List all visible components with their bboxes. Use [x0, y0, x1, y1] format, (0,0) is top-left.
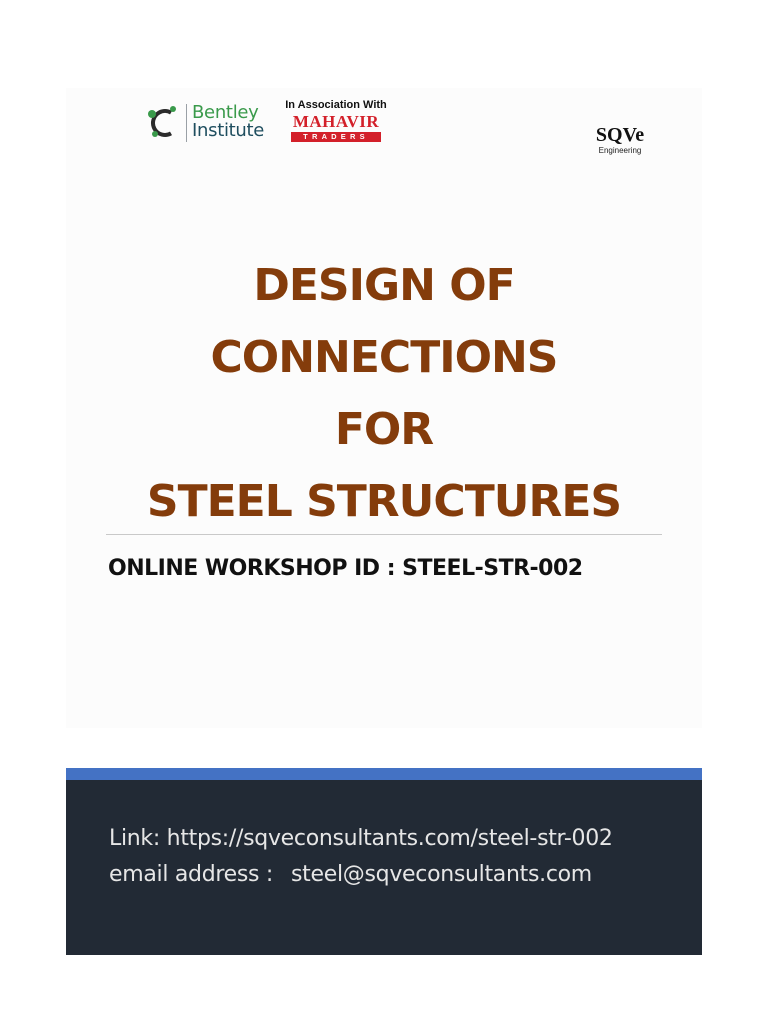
- logo-divider: [186, 104, 187, 142]
- workshop-id: ONLINE WORKSHOP ID : STEEL-STR-002: [108, 556, 583, 581]
- document-title: [66, 250, 702, 538]
- association-caption: In Association With: [285, 99, 387, 111]
- sqve-engineering-logo: [585, 124, 655, 155]
- link-label: Link:: [109, 826, 160, 851]
- bentley-nodes-icon: [145, 104, 181, 142]
- bentley-wordmark: Bentley: [192, 102, 259, 123]
- email-address[interactable]: steel@sqveconsultants.com: [291, 862, 592, 887]
- footer-band: [66, 780, 702, 955]
- footer-accent-bar: [66, 768, 702, 780]
- title-line: FOR: [334, 404, 434, 455]
- email-line: [109, 862, 592, 887]
- title-divider: [106, 534, 662, 535]
- institute-wordmark: Institute: [192, 120, 265, 141]
- bentley-institute-logo: [145, 100, 270, 146]
- mahavir-traders-logo: [280, 98, 392, 146]
- title-line: STEEL STRUCTURES: [146, 476, 622, 527]
- link-url[interactable]: https://sqveconsultants.com/steel-str-002: [166, 826, 613, 851]
- sqve-tagline: Engineering: [598, 146, 642, 155]
- title-line: DESIGN OF: [253, 260, 515, 311]
- mahavir-wordmark: MAHAVIR: [292, 112, 380, 131]
- link-line: [109, 826, 613, 851]
- email-label: email address :: [109, 862, 274, 887]
- traders-wordmark: TRADERS: [291, 132, 381, 142]
- title-line: CONNECTIONS: [210, 332, 558, 383]
- sqve-wordmark: SQVe: [595, 124, 645, 146]
